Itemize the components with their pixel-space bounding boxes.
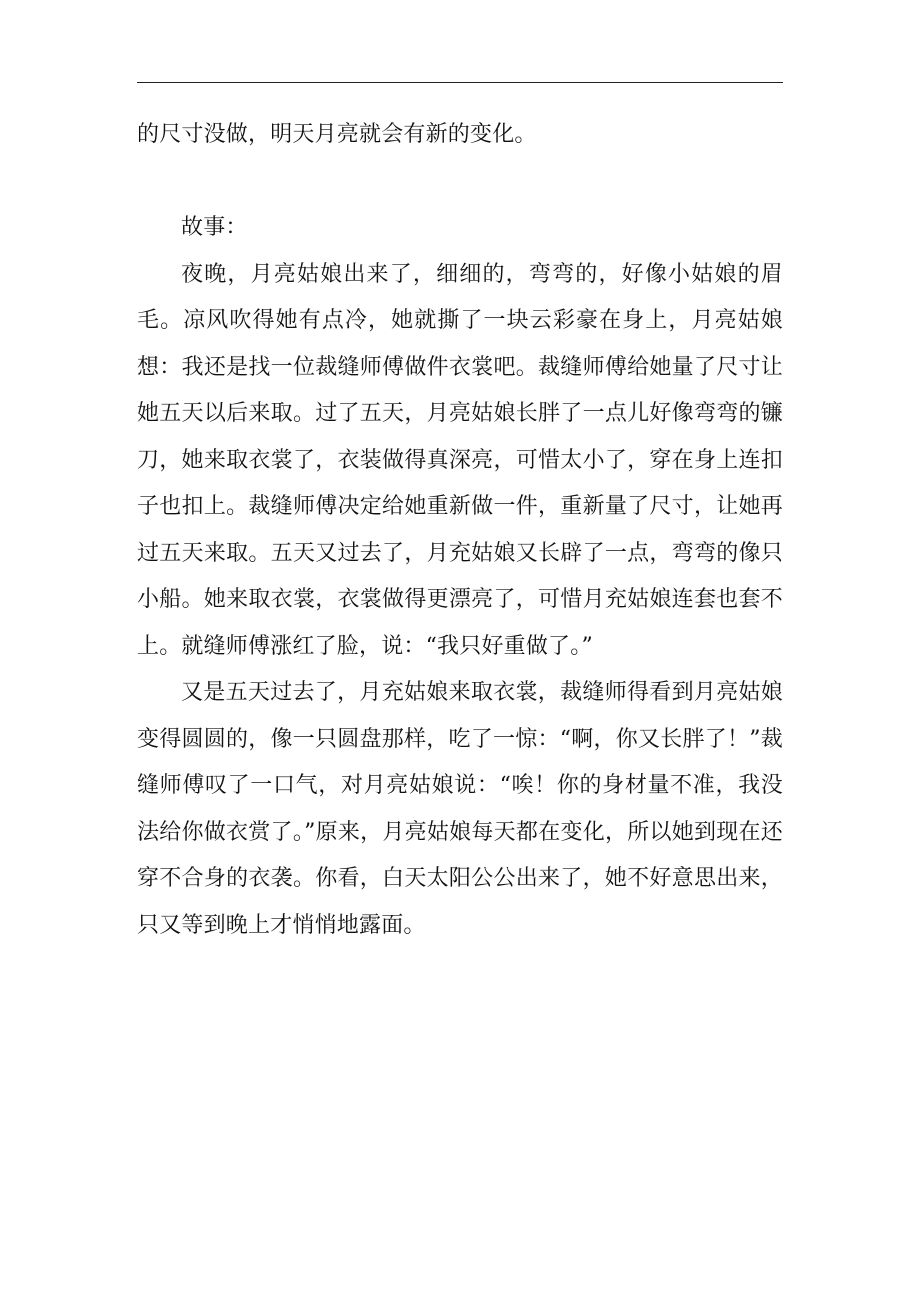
header-rule [137, 82, 783, 83]
paragraph-gap [137, 159, 783, 206]
story-paragraph-1: 夜晚，月亮姑娘出来了，细细的，弯弯的，好像小姑娘的眉毛。凉风吹得她有点冷，她就撕了一块云彩豪在身上，月亮姑娘想：我还是找一位裁缝师傅做件衣裳吧。裁缝师傅给她量了尺寸让她五天以后来取。过了五天，月亮姑娘长胖了一点儿好像弯弯的镰刀，她来取衣裳了，衣装做得真深亮，可惜太小了，穿在身上连扣子也扣上。裁缝师傅决定给她重新做一件，重新量了尺寸，让她再过五天来取。五天又过去了，月充姑娘又长辟了一点，弯弯的像只小船。她来取衣裳，衣裳做得更漂亮了，可惜月充姑娘连套也套不上。就缝师傅涨红了脸，说：“我只好重做了。” [137, 261, 783, 659]
section-label: 故事： [181, 215, 248, 240]
document-body [137, 112, 783, 949]
continuation-paragraph: 的尺寸没做，明天月亮就会有新的变化。 [137, 122, 537, 147]
story-paragraph-2: 又是五天过去了，月充姑娘来取衣裳，裁缝师得看到月亮姑娘变得圆圆的，像一只圆盘那样，吃了一惊：“啊，你又长胖了！”裁缝师傅叹了一口气，对月亮姑娘说：“唉！你的身材量不准，我没法给你做衣赏了。”原来，月亮姑娘每天都在变化，所以她到现在还穿不合身的衣袭。你看，白天太阳公公出来了，她不好意思出来，只又等到晚上才悄悄地露面。 [137, 680, 783, 938]
